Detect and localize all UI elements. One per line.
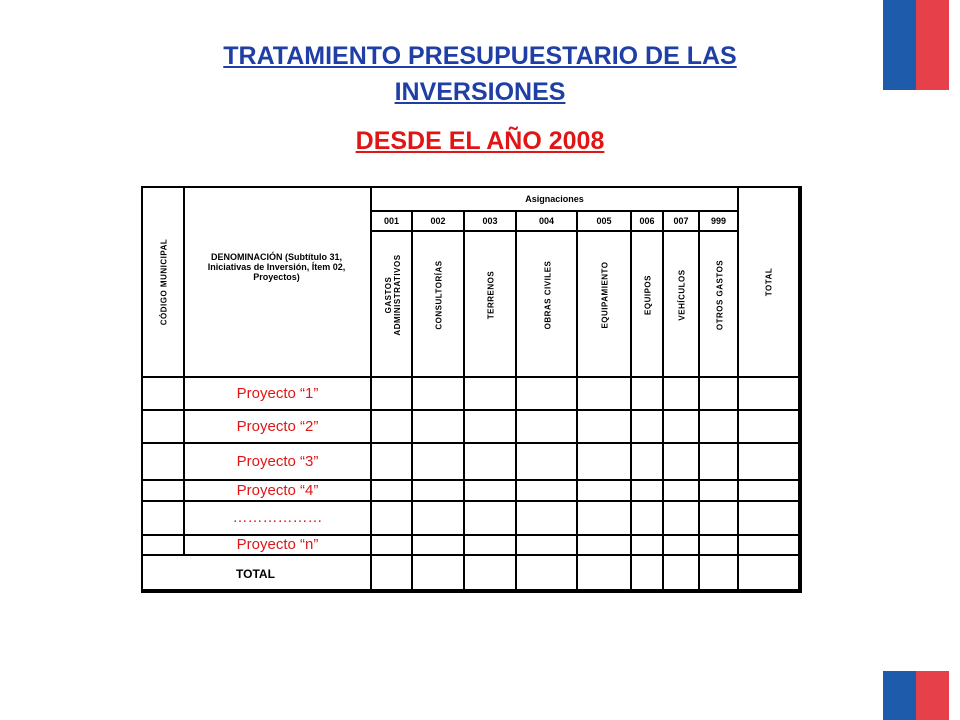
project-row-label: ………………: [232, 509, 323, 526]
code-006: 006: [639, 216, 655, 226]
item-header-6: EQUIPOS: [643, 275, 653, 315]
code-001: 001: [383, 216, 400, 226]
code-005: 005: [596, 216, 612, 226]
item-header-1: GASTOS ADMINISTRATIVOS: [383, 254, 402, 336]
asignaciones-header: Asignaciones: [525, 194, 584, 204]
slide-title: TRATAMIENTO PRESUPUESTARIO DE LAS INVERSIONES: [223, 42, 737, 106]
code-003: 003: [482, 216, 498, 226]
project-row-label: Proyecto “n”: [236, 536, 319, 553]
total-row-label: TOTAL: [236, 567, 275, 581]
code-004: 004: [538, 216, 555, 226]
project-row-label: Proyecto “3”: [236, 452, 319, 470]
code-007: 007: [673, 216, 689, 226]
codigo-municipal-header: CÓDIGO MUNICIPAL: [159, 238, 169, 326]
flag-stripes-top: [883, 0, 949, 90]
item-header-5: EQUIPAMIENTO: [600, 261, 610, 329]
code-002: 002: [430, 216, 446, 226]
slide-subtitle: DESDE EL AÑO 2008: [355, 127, 605, 155]
item-header-7: VEHÍCULOS: [677, 269, 687, 321]
code-999: 999: [710, 216, 727, 226]
item-header-2: CONSULTORÍAS: [434, 260, 444, 330]
total-header: TOTAL: [764, 267, 774, 297]
item-header-4: OBRAS CIVILES: [543, 260, 552, 330]
item-header-8: OTROS GASTOS: [715, 259, 724, 331]
budget-table: [141, 186, 802, 593]
denominacion-header: DENOMINACIÓN (Subtítulo 31, Iniciativas de Inversión, Ítem 02, Proyectos): [207, 252, 346, 282]
project-row-label: Proyecto “4”: [236, 481, 319, 499]
flag-stripes-bottom: [883, 671, 949, 720]
project-row-label: Proyecto “2”: [236, 417, 319, 435]
project-row-label: Proyecto “1”: [236, 384, 319, 402]
item-header-3: TERRENOS: [486, 270, 496, 320]
